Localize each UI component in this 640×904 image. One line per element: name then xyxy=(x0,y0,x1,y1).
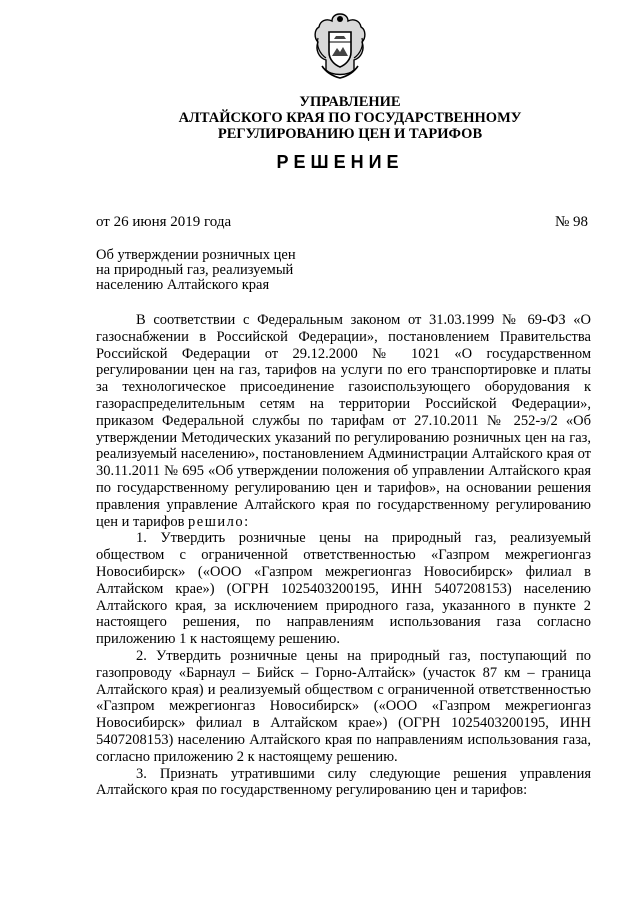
document-subject xyxy=(96,248,356,293)
document-date: от 26 июня 2019 года xyxy=(96,214,232,230)
subject-line-2: на природный газ, реализуемый xyxy=(96,262,294,278)
agency-line-2: АЛТАЙСКОГО КРАЯ ПО ГОСУДАРСТВЕННОМУ xyxy=(178,110,522,126)
subject-line-3: населению Алтайского края xyxy=(96,277,270,293)
agency-name xyxy=(150,94,550,142)
subject-line-1: Об утверждении розничных цен xyxy=(96,247,296,263)
item-3-paragraph: 3. Признать утратившими силу следующие решения управления Алтайского края по государственному регулированию цен и тарифов: xyxy=(96,765,591,799)
document-number: № 98 xyxy=(554,214,588,230)
preamble-paragraph xyxy=(96,312,591,530)
decided-word: решило: xyxy=(188,513,250,530)
agency-line-3: РЕГУЛИРОВАНИЮ ЦЕН И ТАРИФОВ xyxy=(217,126,483,142)
document-type: РЕШЕНИЕ xyxy=(276,152,404,172)
document-body xyxy=(96,312,591,799)
coat-of-arms-icon xyxy=(312,12,368,80)
item-2-paragraph: 2. Утвердить розничные цены на природный газ, поступающий по газопроводу «Барнаул – Бийск – Горно-Алтайск» (участок 87 км – граница Алтайского края) и реализуемый обществом с ограниченной ответственностью «Газпром межрегионгаз Новосибирск» («ООО «Газпром межрегионгаз Новосибирск» филиал в Алтайском крае») (ОГРН 1025403200195, ИНН 5407208153) населению Алтайского края по направлениям использования газа, согласно приложению 2 к настоящему решению. xyxy=(96,647,591,765)
item-1-paragraph: 1. Утвердить розничные цены на природный газ, реализуемый обществом с ограниченной ответственностью «Газпром межрегионгаз Новосибирск» («ООО «Газпром межрегионгаз Новосибирск» филиал в Алтайском крае») (ОГРН 1025403200195, ИНН 5407208153) населению Алтайского края, за исключением природного газа, указанного в пункте 2 настоящего решения, по направлениям использования газа согласно приложению 1 к настоящему решению. xyxy=(96,530,591,648)
preamble-text: В соответствии с Федеральным законом от 31.03.1999 № 69-ФЗ «О газоснабжении в Российской Федерации», постановлением Правительства Российской Федерации от 29.12.2000 № 1021 «О государственном регулировании цен на газ, тарифов на услуги по его транспортировке и платы за технологическое присоединение газоиспользующего оборудования к газораспределительным сетям на территории Российской Федерации», приказом Федеральной службы по тарифам от 27.10.2011 № 252-э/2 «Об утверждении Методических указаний по регулированию розничных цен на газ, реализуемый населению», постановлением Администрации Алтайского края от 30.11.2011 № 695 «Об утверждении положения об управлении Алтайского края по государственному регулированию цен и тарифов», на основании решения правления управление Алтайского края по государственному регулированию цен и тарифов xyxy=(96,312,591,530)
agency-line-1: УПРАВЛЕНИЕ xyxy=(299,94,401,110)
